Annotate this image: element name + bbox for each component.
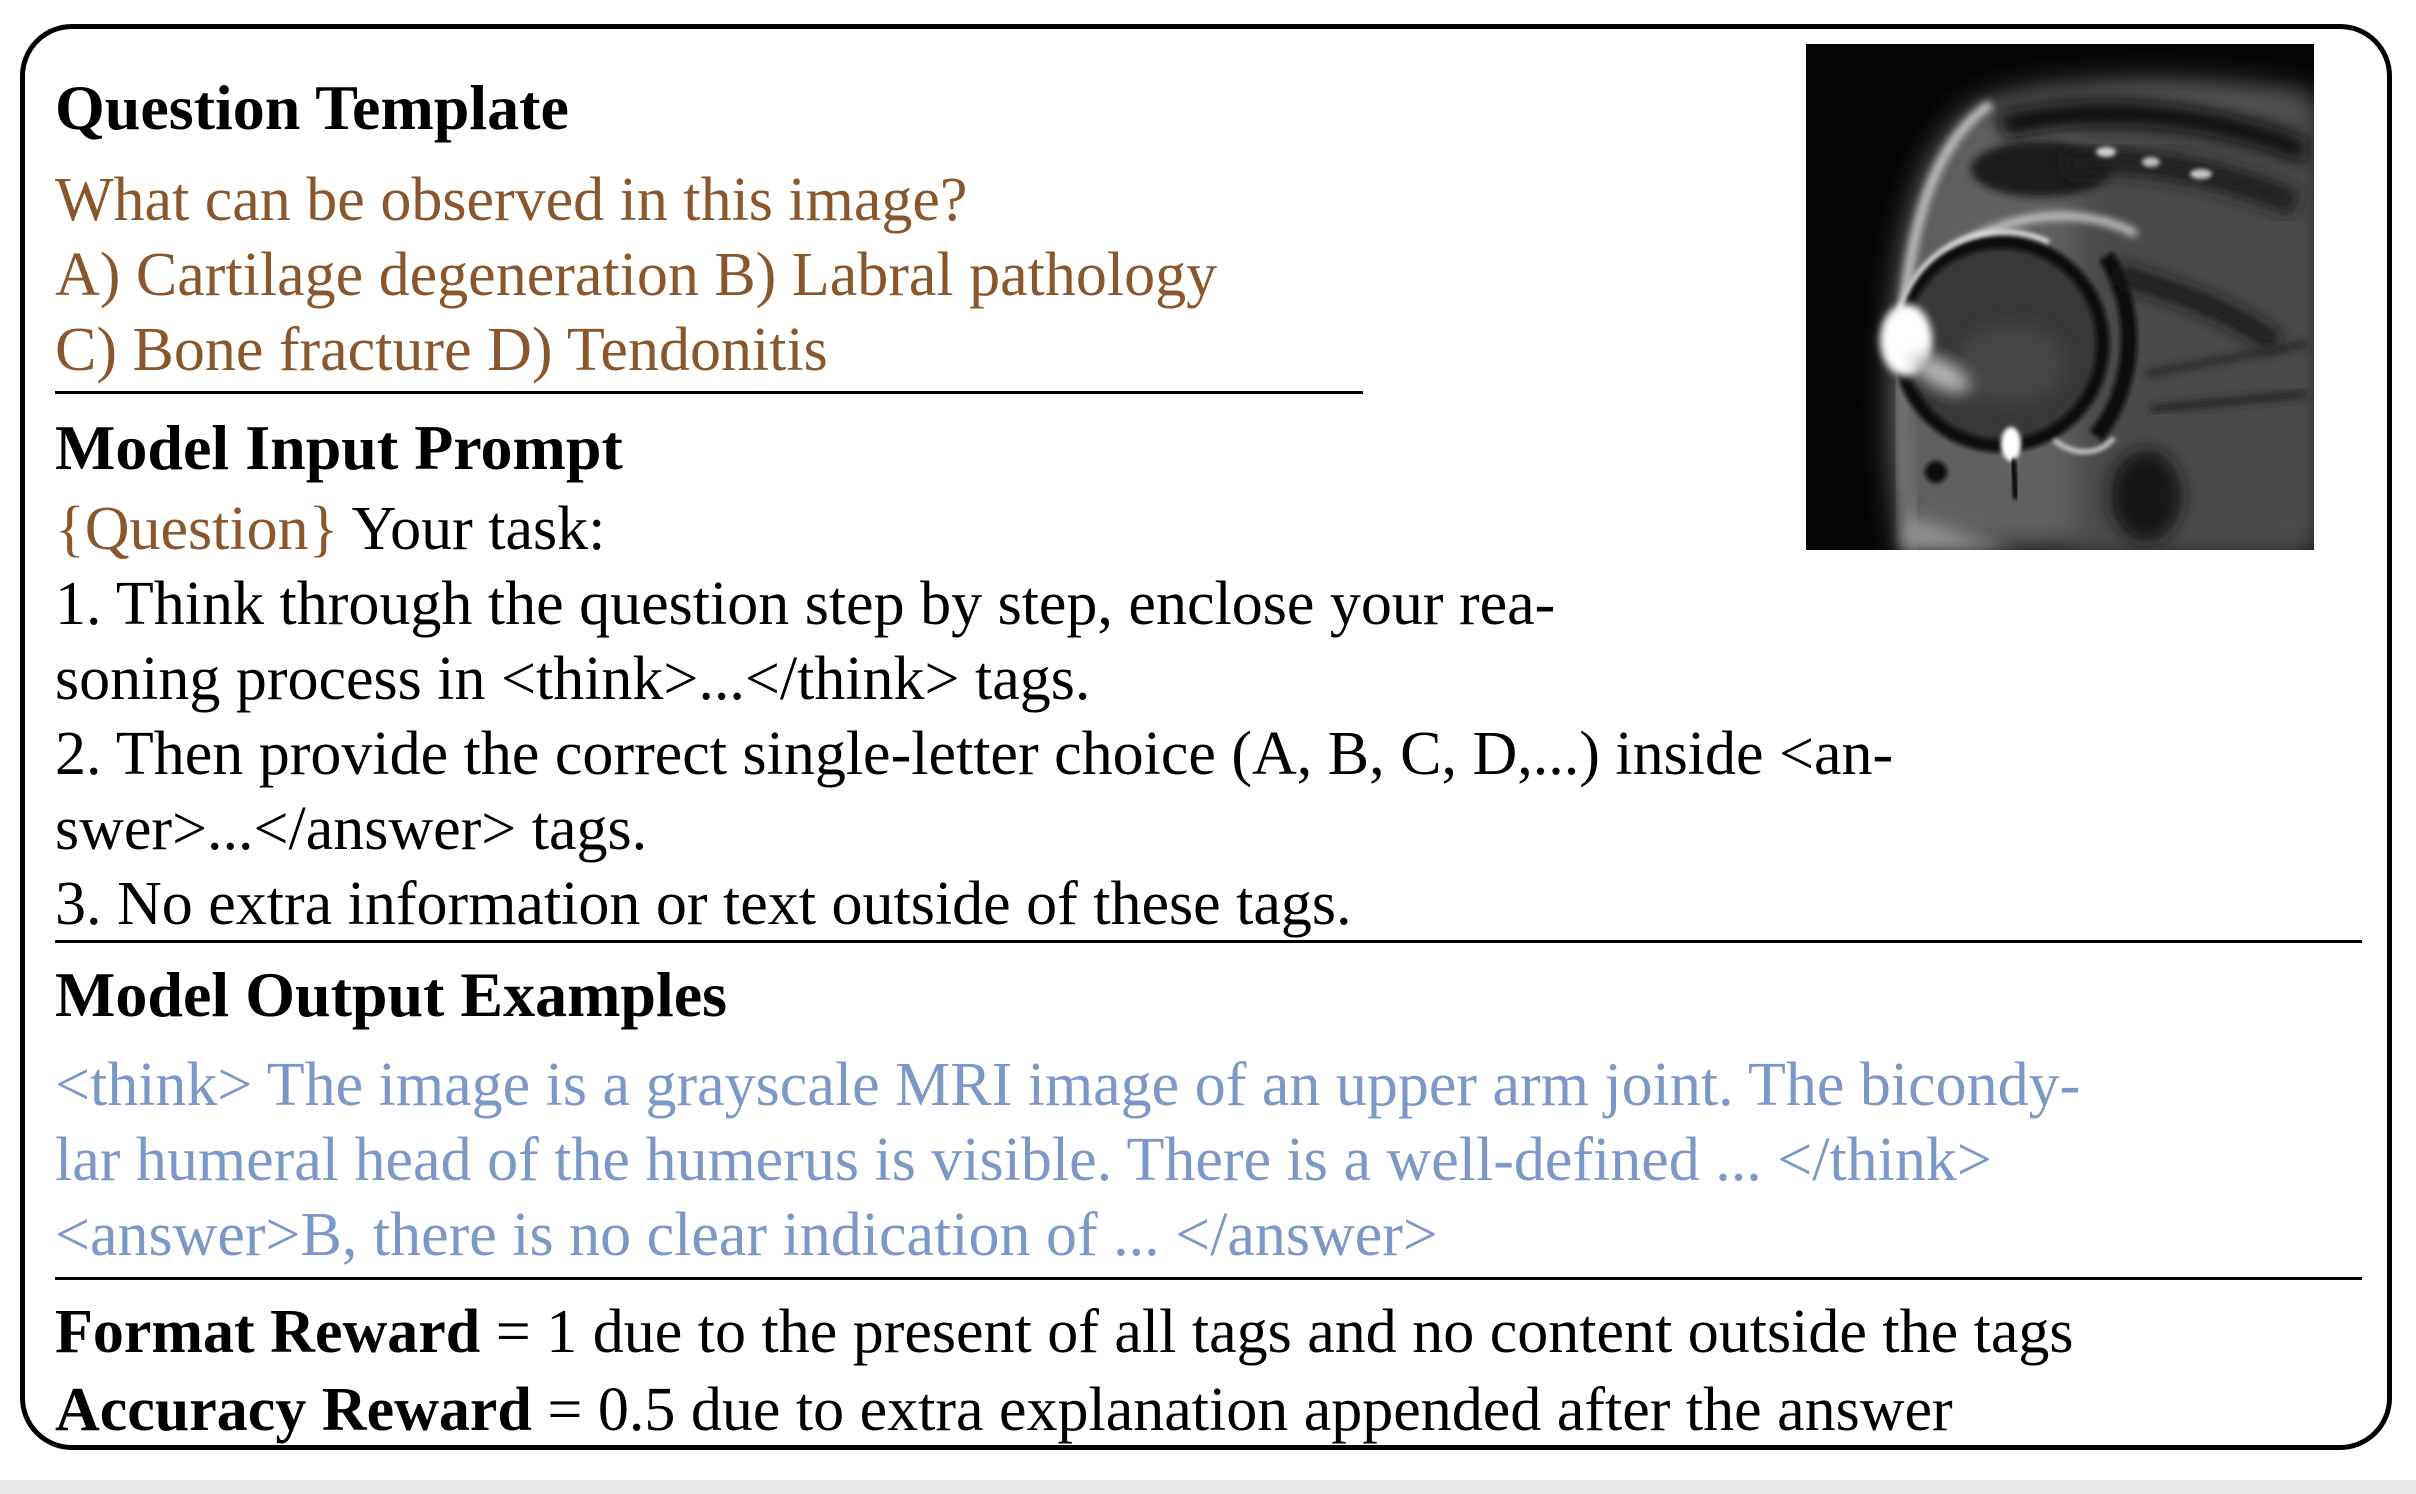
question-line-3: C) Bone fracture D) Tendonitis (55, 316, 828, 384)
output-line-2: lar humeral head of the humerus is visible. There is a well-defined ... </think> (55, 1126, 1992, 1194)
output-line-3: <answer>B, there is no clear indication of ... </answer> (55, 1201, 1438, 1269)
format-reward-text: = 1 due to the present of all tags and no content outside the tags (480, 1298, 2074, 1366)
question-template-heading: Question Template (55, 72, 569, 143)
prompt-line-5: 3. No extra information or text outside of these tags. (55, 870, 1352, 938)
prompt-line-1: 1. Think through the question step by step, enclose your rea- (55, 570, 1556, 638)
separator-output-rewards (55, 1277, 2362, 1280)
model-input-heading: Model Input Prompt (55, 412, 623, 483)
output-line-1: <think> The image is a grayscale MRI image of an upper arm joint. The bicondy- (55, 1051, 2081, 1119)
mri-shoulder-image (1806, 44, 2314, 550)
format-reward-label: Format Reward (55, 1298, 481, 1366)
accuracy-reward-line (55, 1373, 1953, 1448)
mri-shoulder-svg (1806, 44, 2314, 550)
intro-rest: Your task: (338, 495, 606, 563)
prompt-line-3: 2. Then provide the correct single-letter choice (A, B, C, D,...) inside <an- (55, 720, 1894, 788)
prompt-line-4: swer>...</answer> tags. (55, 795, 648, 863)
question-line-1: What can be observed in this image? (55, 166, 968, 234)
model-input-intro-line (55, 492, 605, 567)
page-bottom-strip (0, 1480, 2416, 1494)
model-output-heading: Model Output Examples (55, 959, 728, 1030)
prompt-line-2: soning process in <think>...</think> tags. (55, 645, 1091, 713)
separator-input-output (55, 940, 2362, 943)
separator-question-input (55, 391, 1363, 394)
question-line-2: A) Cartilage degeneration B) Labral pathology (55, 241, 1218, 309)
format-reward-line (55, 1295, 2073, 1370)
accuracy-reward-label: Accuracy Reward (55, 1376, 532, 1444)
accuracy-reward-text: = 0.5 due to extra explanation appended after the answer (531, 1376, 1953, 1444)
question-placeholder: {Question} (55, 495, 339, 563)
